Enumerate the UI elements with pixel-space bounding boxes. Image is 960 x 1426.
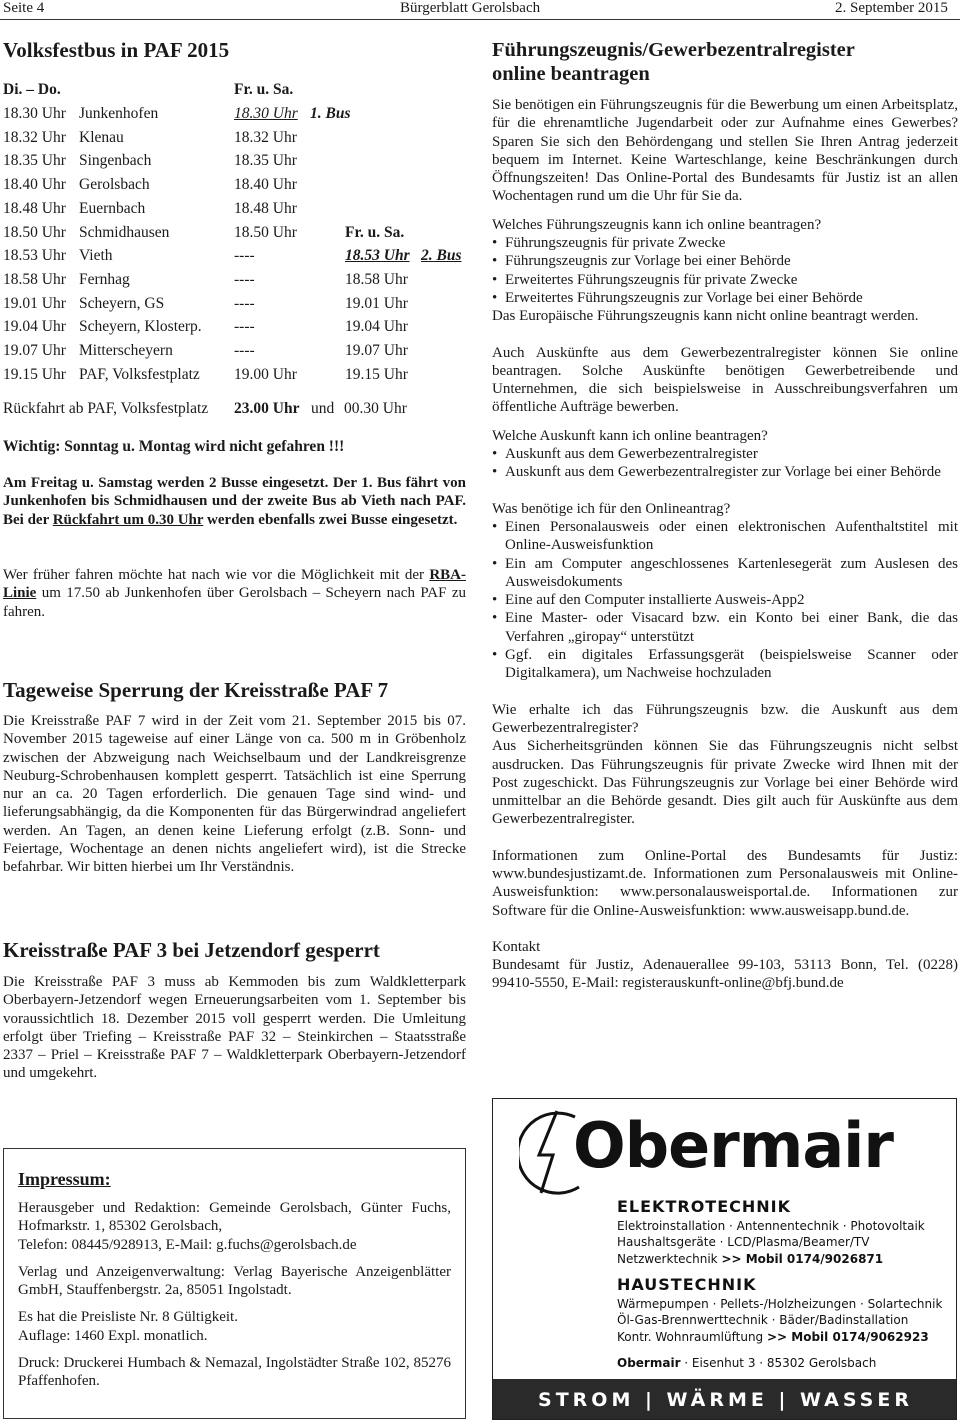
haus-line-2: Öl-Gas-Brennwerttechnik · Bäder/Badinstallation (617, 1313, 909, 1327)
time-fri-sat-1: ---- (234, 294, 255, 312)
return-und: und (311, 400, 335, 417)
list-item: • Eine auf den Computer installierte Ausweis-App2 (492, 591, 958, 609)
paf3-title: Kreisstraße PAF 3 bei Jetzendorf gesperrt (3, 938, 380, 962)
bus-title: Volksfestbus in PAF 2015 (3, 38, 230, 62)
time-fri-sat-1: ---- (234, 342, 255, 359)
stop-name: Vieth (79, 247, 113, 265)
impressum-print: Druck: Druckerei Humbach & Nemazal, Ingolstädter Straße 102, 85276 Pfaffenhofen. (18, 1355, 451, 1390)
page-header (0, 0, 960, 20)
impressum-contact: Telefon: 08445/928913, E-Mail: g.fuchs@gerolsbach.de (18, 1236, 357, 1253)
bus-1-note: 1. Bus (310, 105, 351, 122)
bus-2-note: 2. Bus (421, 247, 462, 265)
return-label: Rückfahrt ab PAF, Volksfestplatz (3, 400, 209, 417)
list-item: • Ggf. ein digitales Erfassungsgerät (beispielsweise Scanner oder Digitalkamera), um Nachweise hochzuladen (492, 646, 958, 683)
fz-question-2: Welche Auskunft kann ich online beantragen? (492, 427, 768, 444)
time-fri-sat-2: 19.15 Uhr (345, 365, 408, 383)
section-haus: HAUSTECHNIK (617, 1275, 757, 1294)
stop-name: Gerolsbach (79, 176, 150, 194)
impressum-publisher: Herausgeber und Redaktion: Gemeinde Gerolsbach, Günter Fuchs, Hofmarkstr. 1, 85302 Gerolsbach, (18, 1200, 451, 1235)
time-mon-thu: 19.15 Uhr (3, 365, 66, 383)
schedule-header (3, 81, 473, 105)
time-mon-thu: 18.40 Uhr (3, 176, 66, 194)
fz-intro: Sie benötigen ein Führungszeugnis für die Bewerbung um einen Arbeitsplatz, für die ehrenamtliche Jugendarbeit oder zur Aufnahme eines Gewerbes? Sparen Sie sich den Behördengang und stellen Sie Ihren Antrag jederzeit bequem im Internet. Keine Warteschlange, keine Beschränkungen durch Öffnungszeiten! Das Online-Portal des Bundesamts für Justiz ist an allen Wochentagen rund um die Uhr für Sie da. (492, 97, 958, 205)
fz-info: Informationen zum Online-Portal des Bundesamts für Justiz: www.bundesjustizamt.de. Informationen zum Personalausweis mit Online-Ausweisfunktion: www.personalausweisportal.de. Informationen zur Software für die Online-Ausweisfunktion: www.ausweisapp.bund.de. (492, 847, 958, 919)
schedule-row (3, 129, 473, 153)
bus-warning: Wichtig: Sonntag u. Montag wird nicht gefahren !!! (3, 438, 345, 455)
bus-alternative: Wer früher fahren möchte hat nach wie vor die Möglichkeit mit der RBA-Linie um 17.50 ab Junkenhofen über Gerolsbach – Scheyern nach PAF zu fahren. (3, 567, 466, 620)
fz-list-1 (492, 234, 958, 307)
time-mon-thu: 19.04 Uhr (3, 318, 66, 336)
time-mon-thu: 19.01 Uhr (3, 294, 66, 312)
section-elektro: ELEKTROTECHNIK (617, 1197, 792, 1216)
issue-date: 2. September 2015 (835, 0, 948, 16)
return-time-1: 23.00 Uhr (234, 400, 300, 417)
fz-delivery: Aus Sicherheitsgründen können Sie das Führungszeugnis nicht selbst ausdrucken. Das Führungszeugnis für private Zwecke wird Ihnen mit der Post zugeschickt. Das Führungszeugnis zur Vorlage bei einer Behörde wird unmittelbar an die Behörde gesandt. Dies gilt auch für Auskünfte aus dem Gewerbezentralregister. (492, 738, 958, 828)
elektro-line-2: Haushaltsgeräte · LCD/Plasma/Beamer/TV (617, 1235, 870, 1249)
time-fri-sat-1: 18.48 Uhr (234, 199, 297, 217)
list-item: • Erweitertes Führungszeugnis für private Zwecke (492, 271, 958, 289)
impressum-circulation: Auflage: 1460 Expl. monatlich. (18, 1327, 208, 1344)
time-mon-thu: 18.53 Uhr (3, 247, 66, 265)
fz-gewerbe: Auch Auskünfte aus dem Gewerbezentralregister können Sie online beantragen. Solche Auskünfte benötigen Gewerbetreibende und Unternehmen, die sich beispielsweise in Ausschreibungsverfahren um öffentliche Aufträge bewerben. (492, 344, 958, 416)
fz-question-3: Was benötige ich für den Onlineantrag? (492, 500, 731, 517)
stop-name: Klenau (79, 128, 124, 146)
stop-name: Fernhag (79, 270, 130, 288)
paf7-text: Die Kreisstraße PAF 7 wird in der Zeit vom 21. September 2015 bis 07. November 2015 tageweise auf einer Länge von ca. 500 m in Gröbenholz zwischen der Abzweigung nach Weichselbaum und der Landkreisgrenze Neuburg-Schrobenhausen komplett gesperrt. Tatsächlich ist eine Sperrung nur an ca. 20 Tagen erforderlich. Die genauen Tage sind wind- und lieferungsabhängig, da die Komponenten für das Bürgerwindrad angeliefert werden. An Tagen, an denen keine Lieferung erfolgt (z.B. Sonn- und Feiertage, Wochentage an denen nichts angeliefert wird), ist die Strecke befahrbar. Wir bitten hierbei um Ihr Verständnis. (3, 713, 466, 876)
stop-name: Schmidhausen (79, 223, 170, 241)
list-item: • Auskunft aus dem Gewerbezentralregister zur Vorlage bei einer Behörde (492, 463, 958, 481)
schedule-row (3, 105, 473, 129)
fz-contact-label: Kontakt (492, 938, 541, 955)
schedule-row (3, 200, 473, 224)
schedule-row (3, 152, 473, 176)
time-fri-sat-2: 18.53 Uhr (345, 247, 410, 265)
stop-name: Mitterscheyern (79, 342, 173, 359)
stop-name: Junkenhofen (79, 105, 159, 122)
ad-address: Obermair · Eisenhut 3 · 85302 Gerolsbach (617, 1356, 877, 1370)
impressum-title: Impressum: (18, 1169, 111, 1189)
schedule-row (3, 295, 473, 319)
fz-list-2 (492, 445, 958, 482)
time-fri-sat-2: 18.58 Uhr (345, 270, 408, 288)
list-item: • Einen Personalausweis oder einen elektronischen Aufenthaltstitel mit Online-Ausweisfunktion (492, 518, 958, 555)
haus-line-3: Kontr. Wohnraumlüftung >> Mobil 0174/9062923 (617, 1329, 929, 1344)
impressum-publishing: Verlag und Anzeigenverwaltung: Verlag Bayerische Anzeigenblätter GmbH, Stauffenbergstr. 2a, 85051 Ingolstadt. (18, 1263, 451, 1299)
time-fri-sat-1: ---- (234, 270, 255, 288)
schedule-row (3, 271, 473, 295)
col-head-3: Fr. u. Sa. (345, 223, 405, 241)
impressum-pricelist: Es hat die Preisliste Nr. 8 Gültigkeit. (18, 1309, 238, 1326)
time-fri-sat-1: ---- (234, 247, 255, 265)
time-fri-sat-1: 18.40 Uhr (234, 176, 297, 194)
elektro-line-1: Elektroinstallation · Antennentechnik · Photovoltaik (617, 1218, 925, 1233)
bus-note: Am Freitag u. Samstag werden 2 Busse eingesetzt. Der 1. Bus fährt von Junkenhofen bis Schmidhausen und der zweite Bus ab Vieth nach PAF. Bei der Rückfahrt um 0.30 Uhr werden ebenfalls zwei Busse eingesetzt. (3, 475, 466, 528)
time-mon-thu: 18.32 Uhr (3, 128, 66, 146)
list-item: • Führungszeugnis für private Zwecke (492, 234, 958, 252)
paf3-text: Die Kreisstraße PAF 3 muss ab Kemmoden bis zum Waldkletterpark Oberbayern-Jetzendorf wegen Erneuerungsarbeiten vom 1. September bis voraussichtlich 18. Dezember 2015 voll gesperrt werden. Die Umleitung erfolgt über Triefing – Kreisstraße PAF 32 – Steinkirchen – Staatsstraße 2337 – Priel – Kreisstraße PAF 7 – Waldkletterpark Oberbayern-Jetzendorf und umgekehrt. (3, 974, 466, 1082)
impressum-box (3, 1148, 466, 1419)
time-mon-thu: 19.07 Uhr (3, 342, 66, 359)
time-fri-sat-1: ---- (234, 318, 255, 336)
time-mon-thu: 18.50 Uhr (3, 223, 66, 241)
time-mon-thu: 18.48 Uhr (3, 199, 66, 217)
stop-name: Scheyern, Klosterp. (79, 318, 202, 336)
ad-band: STROM | WÄRME | WASSER (493, 1379, 957, 1420)
elektro-line-3: Netzwerktechnik >> Mobil 0174/9026871 (617, 1251, 884, 1266)
fz-article (492, 96, 958, 993)
brand-logo: Obermair (573, 1109, 893, 1182)
list-item: • Auskunft aus dem Gewerbezentralregister (492, 445, 958, 463)
fz-question-1: Welches Führungszeugnis kann ich online beantragen? (492, 216, 822, 233)
schedule-row (3, 342, 473, 366)
stop-name: Euernbach (79, 199, 146, 217)
time-fri-sat-1: 18.50 Uhr (234, 223, 297, 241)
time-fri-sat-1: 18.30 Uhr (234, 105, 298, 122)
time-fri-sat-1: 19.00 Uhr (234, 365, 297, 383)
return-row (3, 400, 473, 424)
time-fri-sat-2: 19.04 Uhr (345, 318, 408, 336)
time-mon-thu: 18.30 Uhr (3, 105, 66, 122)
haus-line-1: Wärmepumpen · Pellets-/Holzheizungen · Solartechnik (617, 1296, 943, 1311)
time-fri-sat-2: 19.01 Uhr (345, 294, 408, 312)
list-item: • Eine Master- oder Visacard bzw. ein Konto bei einer Bank, die das Verfahren „giropay“ unterstützt (492, 609, 958, 646)
time-mon-thu: 18.58 Uhr (3, 270, 66, 288)
paf7-title: Tageweise Sperrung der Kreisstraße PAF 7 (3, 678, 389, 702)
newspaper-name: Bürgerblatt Gerolsbach (400, 0, 541, 16)
stop-name: Singenbach (79, 152, 152, 170)
fz-question-4: Wie erhalte ich das Führungszeugnis bzw. die Auskunft aus dem Gewerbezentralregister? (492, 701, 958, 736)
fz-european: Das Europäische Führungszeugnis kann nicht online beantragt werden. (492, 308, 919, 325)
fz-list-3 (492, 518, 958, 683)
schedule-row (3, 247, 473, 271)
list-item: • Erweitertes Führungszeugnis zur Vorlage bei einer Behörde (492, 289, 958, 307)
return-time-2: 00.30 Uhr (344, 400, 407, 417)
schedule-row (3, 318, 473, 342)
list-item: • Ein am Computer angeschlossenes Kartenlesegerät zum Auslesen des Ausweisdokuments (492, 555, 958, 592)
fz-contact: Bundesamt für Justiz, Adenauerallee 99-103, 53113 Bonn, Tel. (0228) 99410-5550, E-Mail: registerauskunft-online@bfj.bund.de (492, 957, 958, 992)
col-head-1: Di. – Do. (3, 81, 61, 98)
time-fri-sat-2: 19.07 Uhr (345, 342, 408, 359)
fz-title: Führungszeugnis/Gewerbezentralregister online beantragen (492, 39, 855, 85)
time-mon-thu: 18.35 Uhr (3, 152, 66, 170)
ad-services (617, 1199, 942, 1372)
time-fri-sat-1: 18.32 Uhr (234, 128, 297, 146)
schedule-row (3, 366, 473, 390)
list-item: • Führungszeugnis zur Vorlage bei einer Behörde (492, 252, 958, 270)
page-number: Seite 4 (3, 0, 45, 16)
col-head-2: Fr. u. Sa. (234, 81, 294, 98)
schedule-row (3, 224, 473, 248)
time-fri-sat-1: 18.35 Uhr (234, 152, 297, 170)
schedule-row (3, 176, 473, 200)
stop-name: Scheyern, GS (79, 294, 165, 312)
obermair-advert (492, 1098, 957, 1420)
stop-name: PAF, Volksfestplatz (79, 365, 200, 383)
